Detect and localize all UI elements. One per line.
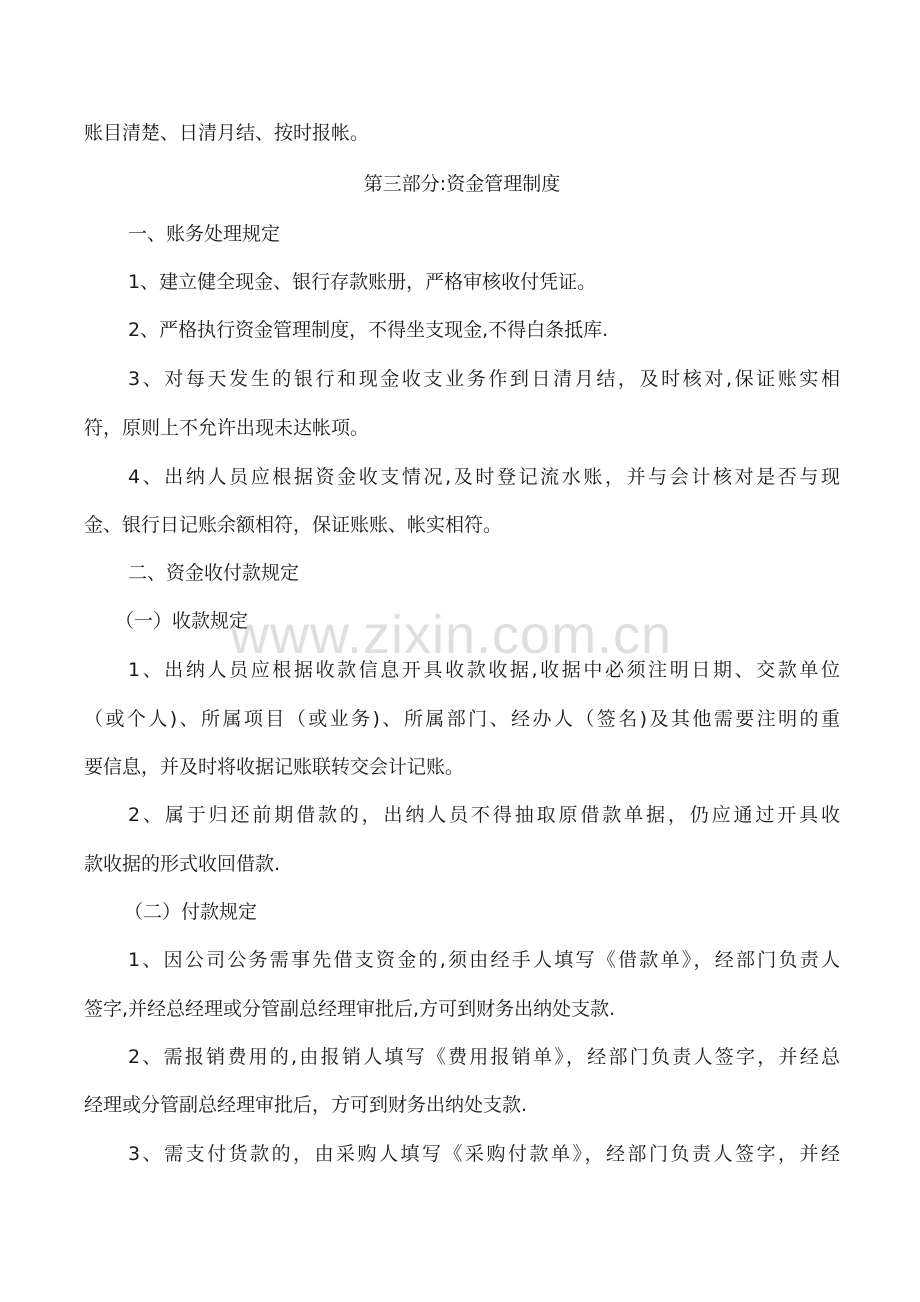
paragraph-line: 1、建立健全现金、银行存款账册，严格审核收付凭证。 xyxy=(128,271,597,293)
paragraph-line: 符，原则上不允许出现未达帐项。 xyxy=(84,417,370,439)
paragraph-line: 2、需报销费用的,由报销人填写《费用报销单》，经部门负责人签字，并经总 xyxy=(128,1046,840,1068)
paragraph-line: 3、需支付货款的，由采购人填写《采购付款单》，经部门负责人签字，并经 xyxy=(128,1143,840,1165)
paragraph-line: （或个人)、所属项目（或业务)、所属部门、经办人（签名)及其他需要注明的重 xyxy=(84,708,840,730)
heading-payment-rules: 二、资金收付款规定 xyxy=(128,562,300,584)
paragraph-line: 要信息，并及时将收据记账联转交会计记账。 xyxy=(84,756,465,778)
paragraph-line: 3、对每天发生的银行和现金收支业务作到日清月结，及时核对,保证账实相 xyxy=(128,368,840,390)
paragraph-line: 金、银行日记账余额相符，保证账账、帐实相符。 xyxy=(84,514,503,536)
section-title: 第三部分:资金管理制度 xyxy=(363,173,561,195)
paragraph-line: 2、严格执行资金管理制度，不得坐支现金,不得白条抵库. xyxy=(128,319,609,341)
subheading-payment-rules: （二）付款规定 xyxy=(124,901,258,923)
paragraph-line: 经理或分管副总经理审批后，方可到财务出纳处支款. xyxy=(84,1094,528,1116)
heading-accounting-rules: 一、账务处理规定 xyxy=(128,223,281,245)
watermark: www.zixin.com.cn xyxy=(230,605,673,665)
paragraph-line: 4、出纳人员应根据资金收支情况,及时登记流水账，并与会计核对是否与现 xyxy=(128,466,840,488)
subheading-receipt-rules: （一）收款规定 xyxy=(115,610,249,632)
paragraph-line: 款收据的形式收回借款. xyxy=(84,853,281,875)
paragraph-line: 1、因公司公务需事先借支资金的,须由经手人填写《借款单》，经部门负责人 xyxy=(128,949,840,971)
paragraph-line: 2、属于归还前期借款的，出纳人员不得抽取原借款单据，仍应通过开具收 xyxy=(128,804,840,826)
paragraph-line: 签字,并经总经理或分管副总经理审批后,方可到财务出纳处支款. xyxy=(84,998,616,1020)
paragraph-line: 账目清楚、日清月结、按时报帐。 xyxy=(84,122,370,144)
paragraph-line: 1、出纳人员应根据收款信息开具收款收据,收据中必须注明日期、交款单位 xyxy=(128,659,840,681)
